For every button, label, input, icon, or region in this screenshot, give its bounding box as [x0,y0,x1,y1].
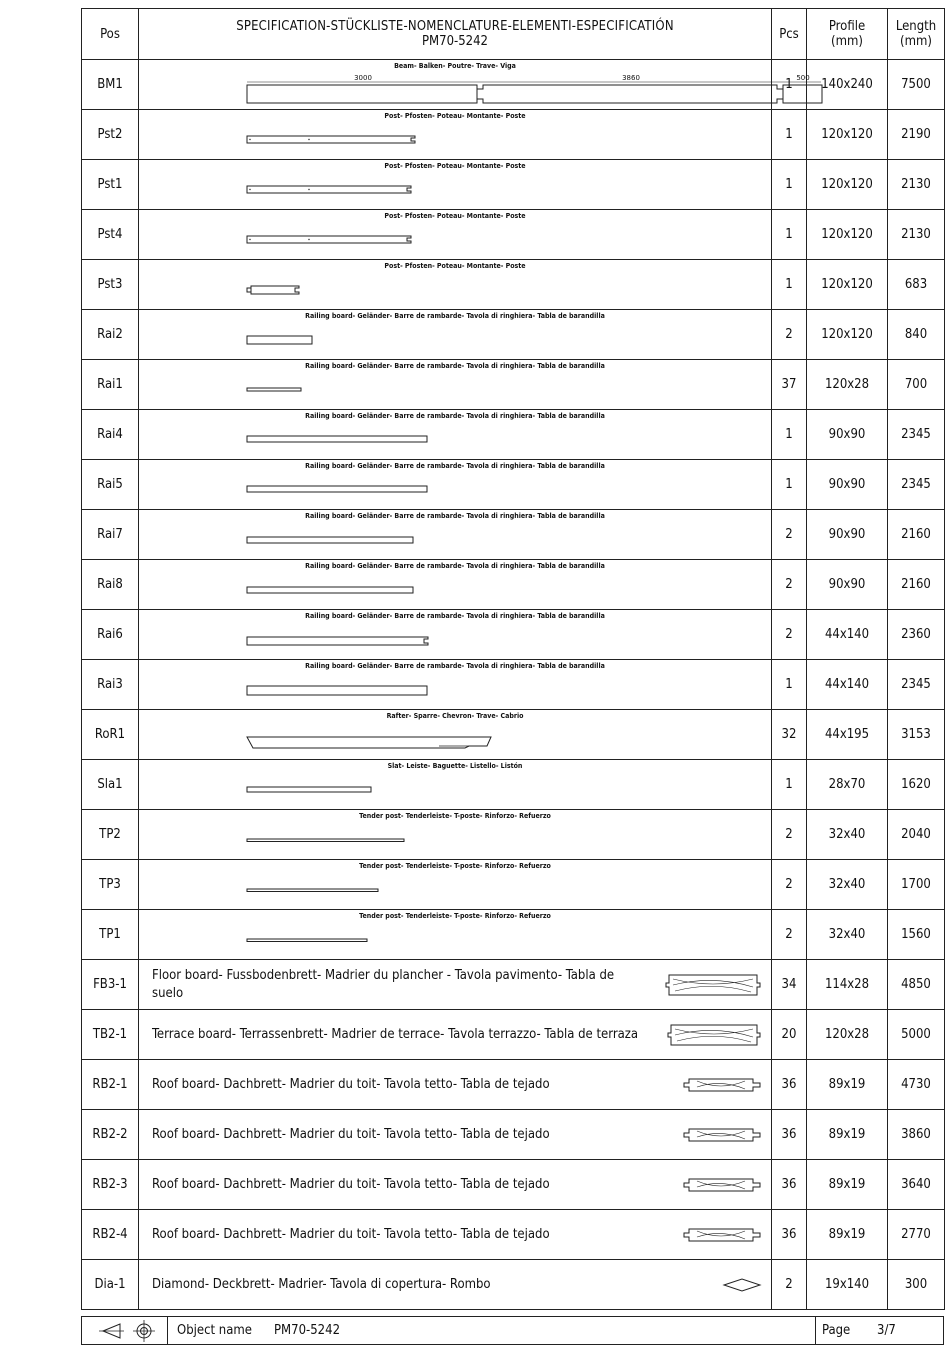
header-title-cell [139,9,772,60]
part-label: Rafter- Sparre- Chevron- Trave- Cabrio [386,712,524,720]
profile-cell: 120x120 [807,110,888,160]
pcs-cell: 36 [772,1160,807,1210]
pos-cell: Dia-1 [82,1260,139,1310]
part-label: Beam- Balken- Poutre- Trave- Viga [394,62,516,70]
beam-dim-3: 500 [796,74,810,82]
projection-symbol-icon [98,1317,158,1344]
pcs-cell: 1 [772,160,807,210]
part-label: Railing board- Geländer- Barre de rambarde- Tavola di ringhiera- Tabla de barandilla [305,412,605,420]
table-row [82,560,945,610]
table-row [82,660,945,710]
profile-cell: 89x19 [807,1210,888,1260]
part-drawing-icon [139,210,772,259]
pcs-cell: 2 [772,810,807,860]
table-row [82,1260,945,1310]
length-cell: 3640 [888,1160,945,1210]
part-drawing-icon [139,610,772,659]
length-cell: 3860 [888,1110,945,1160]
table-row [82,960,945,1010]
length-cell: 4730 [888,1060,945,1110]
table-row [82,910,945,960]
beam-dim-2: 3860 [622,74,640,82]
table-row [82,1210,945,1260]
pos-cell: Sla1 [82,760,139,810]
length-cell: 2190 [888,110,945,160]
diamond-profile-icon [723,1278,761,1292]
length-cell: 683 [888,260,945,310]
part-drawing-icon [139,660,772,709]
description-cell [139,310,772,360]
pos-cell: Rai8 [82,560,139,610]
profile-cell: 114x28 [807,960,888,1010]
part-description: Terrace board- Terrassenbrett- Madrier de terrace- Tavola terrazzo- Tabla de terraza [152,1026,639,1042]
pos-cell: Rai2 [82,310,139,360]
length-cell: 840 [888,310,945,360]
profile-cell: 89x19 [807,1060,888,1110]
length-cell: 5000 [888,1010,945,1060]
description-cell [139,1210,772,1260]
pcs-cell: 1 [772,410,807,460]
pos-cell: BM1 [82,60,139,110]
part-label: Tender post- Tenderleiste- T-poste- Rinforzo- Refuerzo [359,862,551,870]
pcs-cell: 1 [772,60,807,110]
profile-cell: 120x120 [807,210,888,260]
length-cell: 2130 [888,160,945,210]
part-description: Roof board- Dachbrett- Madrier du toit- Tavola tetto- Tabla de tejado [152,1176,550,1192]
pos-cell: TP3 [82,860,139,910]
part-description: Diamond- Deckbrett- Madrier- Tavola di copertura- Rombo [152,1276,491,1292]
part-label: Railing board- Geländer- Barre de rambarde- Tavola di ringhiera- Tabla de barandilla [305,512,605,520]
description-cell [139,60,810,110]
part-label: Slat- Leiste- Baguette- Listello- Listón [387,762,523,770]
pcs-cell: 1 [772,460,807,510]
roof-board-profile-icon [683,1227,761,1243]
profile-cell: 44x140 [807,610,888,660]
pcs-cell: 2 [772,510,807,560]
pcs-cell: 1 [772,660,807,710]
table-row [82,360,945,410]
profile-cell: 120x28 [807,360,888,410]
description-cell [139,1060,772,1110]
pos-cell: RB2-1 [82,1060,139,1110]
pos-cell: Rai5 [82,460,139,510]
description-cell [139,960,772,1010]
part-drawing-icon [139,60,810,109]
pos-cell: RB2-3 [82,1160,139,1210]
profile-cell: 28x70 [807,760,888,810]
board-profile-icon [665,973,761,997]
part-drawing-icon [139,560,772,609]
header-length-cell [888,9,945,60]
header-length-unit: (mm) [900,34,932,49]
part-label: Railing board- Geländer- Barre de rambarde- Tavola di ringhiera- Tabla de barandilla [305,312,605,320]
part-drawing-icon [139,760,772,809]
profile-cell: 90x90 [807,510,888,560]
pos-cell: Rai6 [82,610,139,660]
length-cell: 2345 [888,660,945,710]
length-cell: 7500 [888,60,945,110]
table-row [82,410,945,460]
description-cell [139,210,772,260]
description-cell [139,860,772,910]
pcs-cell: 2 [772,560,807,610]
header-profile: Profile [828,19,866,34]
description-cell [139,560,772,610]
beam-dim-1: 3000 [354,74,372,82]
description-cell [139,260,772,310]
table-row [82,260,945,310]
page-number: 3/7 [877,1323,896,1338]
object-name-value: PM70-5242 [274,1323,341,1338]
description-cell [139,160,772,210]
part-drawing-icon [139,160,772,209]
description-cell [139,910,772,960]
pcs-cell: 34 [772,960,807,1010]
part-description: Roof board- Dachbrett- Madrier du toit- Tavola tetto- Tabla de tejado [152,1076,550,1092]
specification-sheet [81,8,944,1345]
length-cell: 1560 [888,910,945,960]
table-row [82,610,945,660]
pos-cell: Rai4 [82,410,139,460]
part-label: Tender post- Tenderleiste- T-poste- Rinforzo- Refuerzo [359,812,551,820]
description-cell [139,460,772,510]
table-row [82,1060,945,1110]
pcs-cell: 36 [772,1060,807,1110]
length-cell: 1700 [888,860,945,910]
length-cell: 2770 [888,1210,945,1260]
pcs-cell: 2 [772,860,807,910]
length-cell: 2345 [888,460,945,510]
description-cell [139,410,772,460]
pcs-cell: 2 [772,910,807,960]
profile-cell: 120x120 [807,260,888,310]
pos-cell: Pst3 [82,260,139,310]
description-cell [139,760,772,810]
table-row [82,460,945,510]
pos-cell: TP1 [82,910,139,960]
pos-cell: TB2-1 [82,1010,139,1060]
roof-board-profile-icon [683,1127,761,1143]
description-cell [139,1260,772,1310]
table-row [82,810,945,860]
length-cell: 2130 [888,210,945,260]
description-cell [139,1160,772,1210]
description-cell [139,660,772,710]
footer-divider [167,1317,168,1344]
table-row [82,310,945,360]
table-row [82,710,945,760]
header-profile-unit: (mm) [831,34,863,49]
table-row [82,60,945,110]
table-row [82,1010,945,1060]
pcs-cell: 37 [772,360,807,410]
description-cell [139,1110,772,1160]
roof-board-profile-icon [683,1177,761,1193]
part-label: Post- Pfosten- Poteau- Montante- Poste [384,262,526,270]
pcs-cell: 20 [772,1010,807,1060]
part-label: Tender post- Tenderleiste- T-poste- Rinforzo- Refuerzo [359,912,551,920]
pos-cell: Pst1 [82,160,139,210]
description-cell [139,1010,772,1060]
description-cell [139,810,772,860]
header-profile-cell [807,9,888,60]
table-row [82,160,945,210]
part-drawing-icon [139,410,772,459]
profile-cell: 89x19 [807,1110,888,1160]
profile-cell: 44x140 [807,660,888,710]
header-length: Length [895,19,937,34]
footer-divider [815,1317,816,1344]
header-pcs: Pcs [772,9,807,60]
table-row [82,110,945,160]
header-pos: Pos [82,9,139,60]
object-name-label: Object name [177,1323,252,1338]
pos-cell: Pst2 [82,110,139,160]
profile-cell: 32x40 [807,860,888,910]
length-cell: 2345 [888,410,945,460]
profile-cell: 90x90 [807,560,888,610]
part-drawing-icon [139,910,772,959]
table-row [82,510,945,560]
length-cell: 300 [888,1260,945,1310]
part-label: Railing board- Geländer- Barre de rambarde- Tavola di ringhiera- Tabla de barandilla [305,362,605,370]
length-cell: 700 [888,360,945,410]
length-cell: 4850 [888,960,945,1010]
pos-cell: Rai1 [82,360,139,410]
pcs-cell: 1 [772,260,807,310]
length-cell: 2040 [888,810,945,860]
title-block [81,1316,944,1345]
profile-cell: 120x28 [807,1010,888,1060]
profile-cell: 32x40 [807,910,888,960]
pcs-cell: 2 [772,310,807,360]
length-cell: 1620 [888,760,945,810]
profile-cell: 140x240 [807,60,888,110]
part-description: Floor board- Fussbodenbrett- Madrier du plancher - Tavola pavimento- Tabla de suelo [152,967,615,1001]
part-description: Roof board- Dachbrett- Madrier du toit- Tavola tetto- Tabla de tejado [152,1126,550,1142]
pos-cell: Rai7 [82,510,139,560]
table-row [82,1160,945,1210]
part-label: Post- Pfosten- Poteau- Montante- Poste [384,112,526,120]
profile-cell: 32x40 [807,810,888,860]
description-cell [139,610,772,660]
pos-cell: TP2 [82,810,139,860]
part-drawing-icon [139,110,772,159]
part-label: Post- Pfosten- Poteau- Montante- Poste [384,212,526,220]
description-cell [139,510,772,560]
length-cell: 2360 [888,610,945,660]
profile-cell: 44x195 [807,710,888,760]
description-cell [139,710,772,760]
part-label: Railing board- Geländer- Barre de rambarde- Tavola di ringhiera- Tabla de barandilla [305,612,605,620]
pos-cell: RoR1 [82,710,139,760]
roof-board-profile-icon [683,1077,761,1093]
profile-cell: 90x90 [807,410,888,460]
pcs-cell: 2 [772,1260,807,1310]
profile-cell: 90x90 [807,460,888,510]
part-drawing-icon [139,460,772,509]
pcs-cell: 32 [772,710,807,760]
part-drawing-icon [139,710,772,759]
part-drawing-icon [139,310,772,359]
page-label: Page [822,1323,851,1338]
part-label: Railing board- Geländer- Barre de rambarde- Tavola di ringhiera- Tabla de barandilla [305,462,605,470]
table-row [82,210,945,260]
pcs-cell: 1 [772,760,807,810]
pos-cell: RB2-4 [82,1210,139,1260]
part-label: Railing board- Geländer- Barre de rambarde- Tavola di ringhiera- Tabla de barandilla [305,562,605,570]
profile-cell: 120x120 [807,160,888,210]
pos-cell: FB3-1 [82,960,139,1010]
length-cell: 3153 [888,710,945,760]
part-drawing-icon [139,810,772,859]
part-label: Post- Pfosten- Poteau- Montante- Poste [384,162,526,170]
part-description: Roof board- Dachbrett- Madrier du toit- Tavola tetto- Tabla de tejado [152,1226,550,1242]
part-drawing-icon [139,260,772,309]
spec-subtitle: PM70-5242 [421,34,488,49]
pcs-cell: 1 [772,110,807,160]
profile-cell: 19x140 [807,1260,888,1310]
pos-cell: RB2-2 [82,1110,139,1160]
part-drawing-icon [139,510,772,559]
profile-cell: 120x120 [807,310,888,360]
table-row [82,860,945,910]
pcs-cell: 1 [772,210,807,260]
specification-table [81,8,945,1310]
table-row [82,1110,945,1160]
profile-cell: 89x19 [807,1160,888,1210]
spec-title: SPECIFICATION-STÜCKLISTE-NOMENCLATURE-ELEMENTI-ESPECIFICATIÓN [236,19,674,34]
table-row [82,760,945,810]
length-cell: 2160 [888,560,945,610]
pos-cell: Pst4 [82,210,139,260]
table-header [82,9,945,60]
pcs-cell: 36 [772,1110,807,1160]
part-label: Railing board- Geländer- Barre de rambarde- Tavola di ringhiera- Tabla de barandilla [305,662,605,670]
description-cell [139,110,772,160]
board-profile-icon [667,1023,761,1047]
pcs-cell: 2 [772,610,807,660]
pos-cell: Rai3 [82,660,139,710]
part-drawing-icon [139,360,772,409]
length-cell: 2160 [888,510,945,560]
description-cell [139,360,772,410]
pcs-cell: 36 [772,1210,807,1260]
part-drawing-icon [139,860,772,909]
